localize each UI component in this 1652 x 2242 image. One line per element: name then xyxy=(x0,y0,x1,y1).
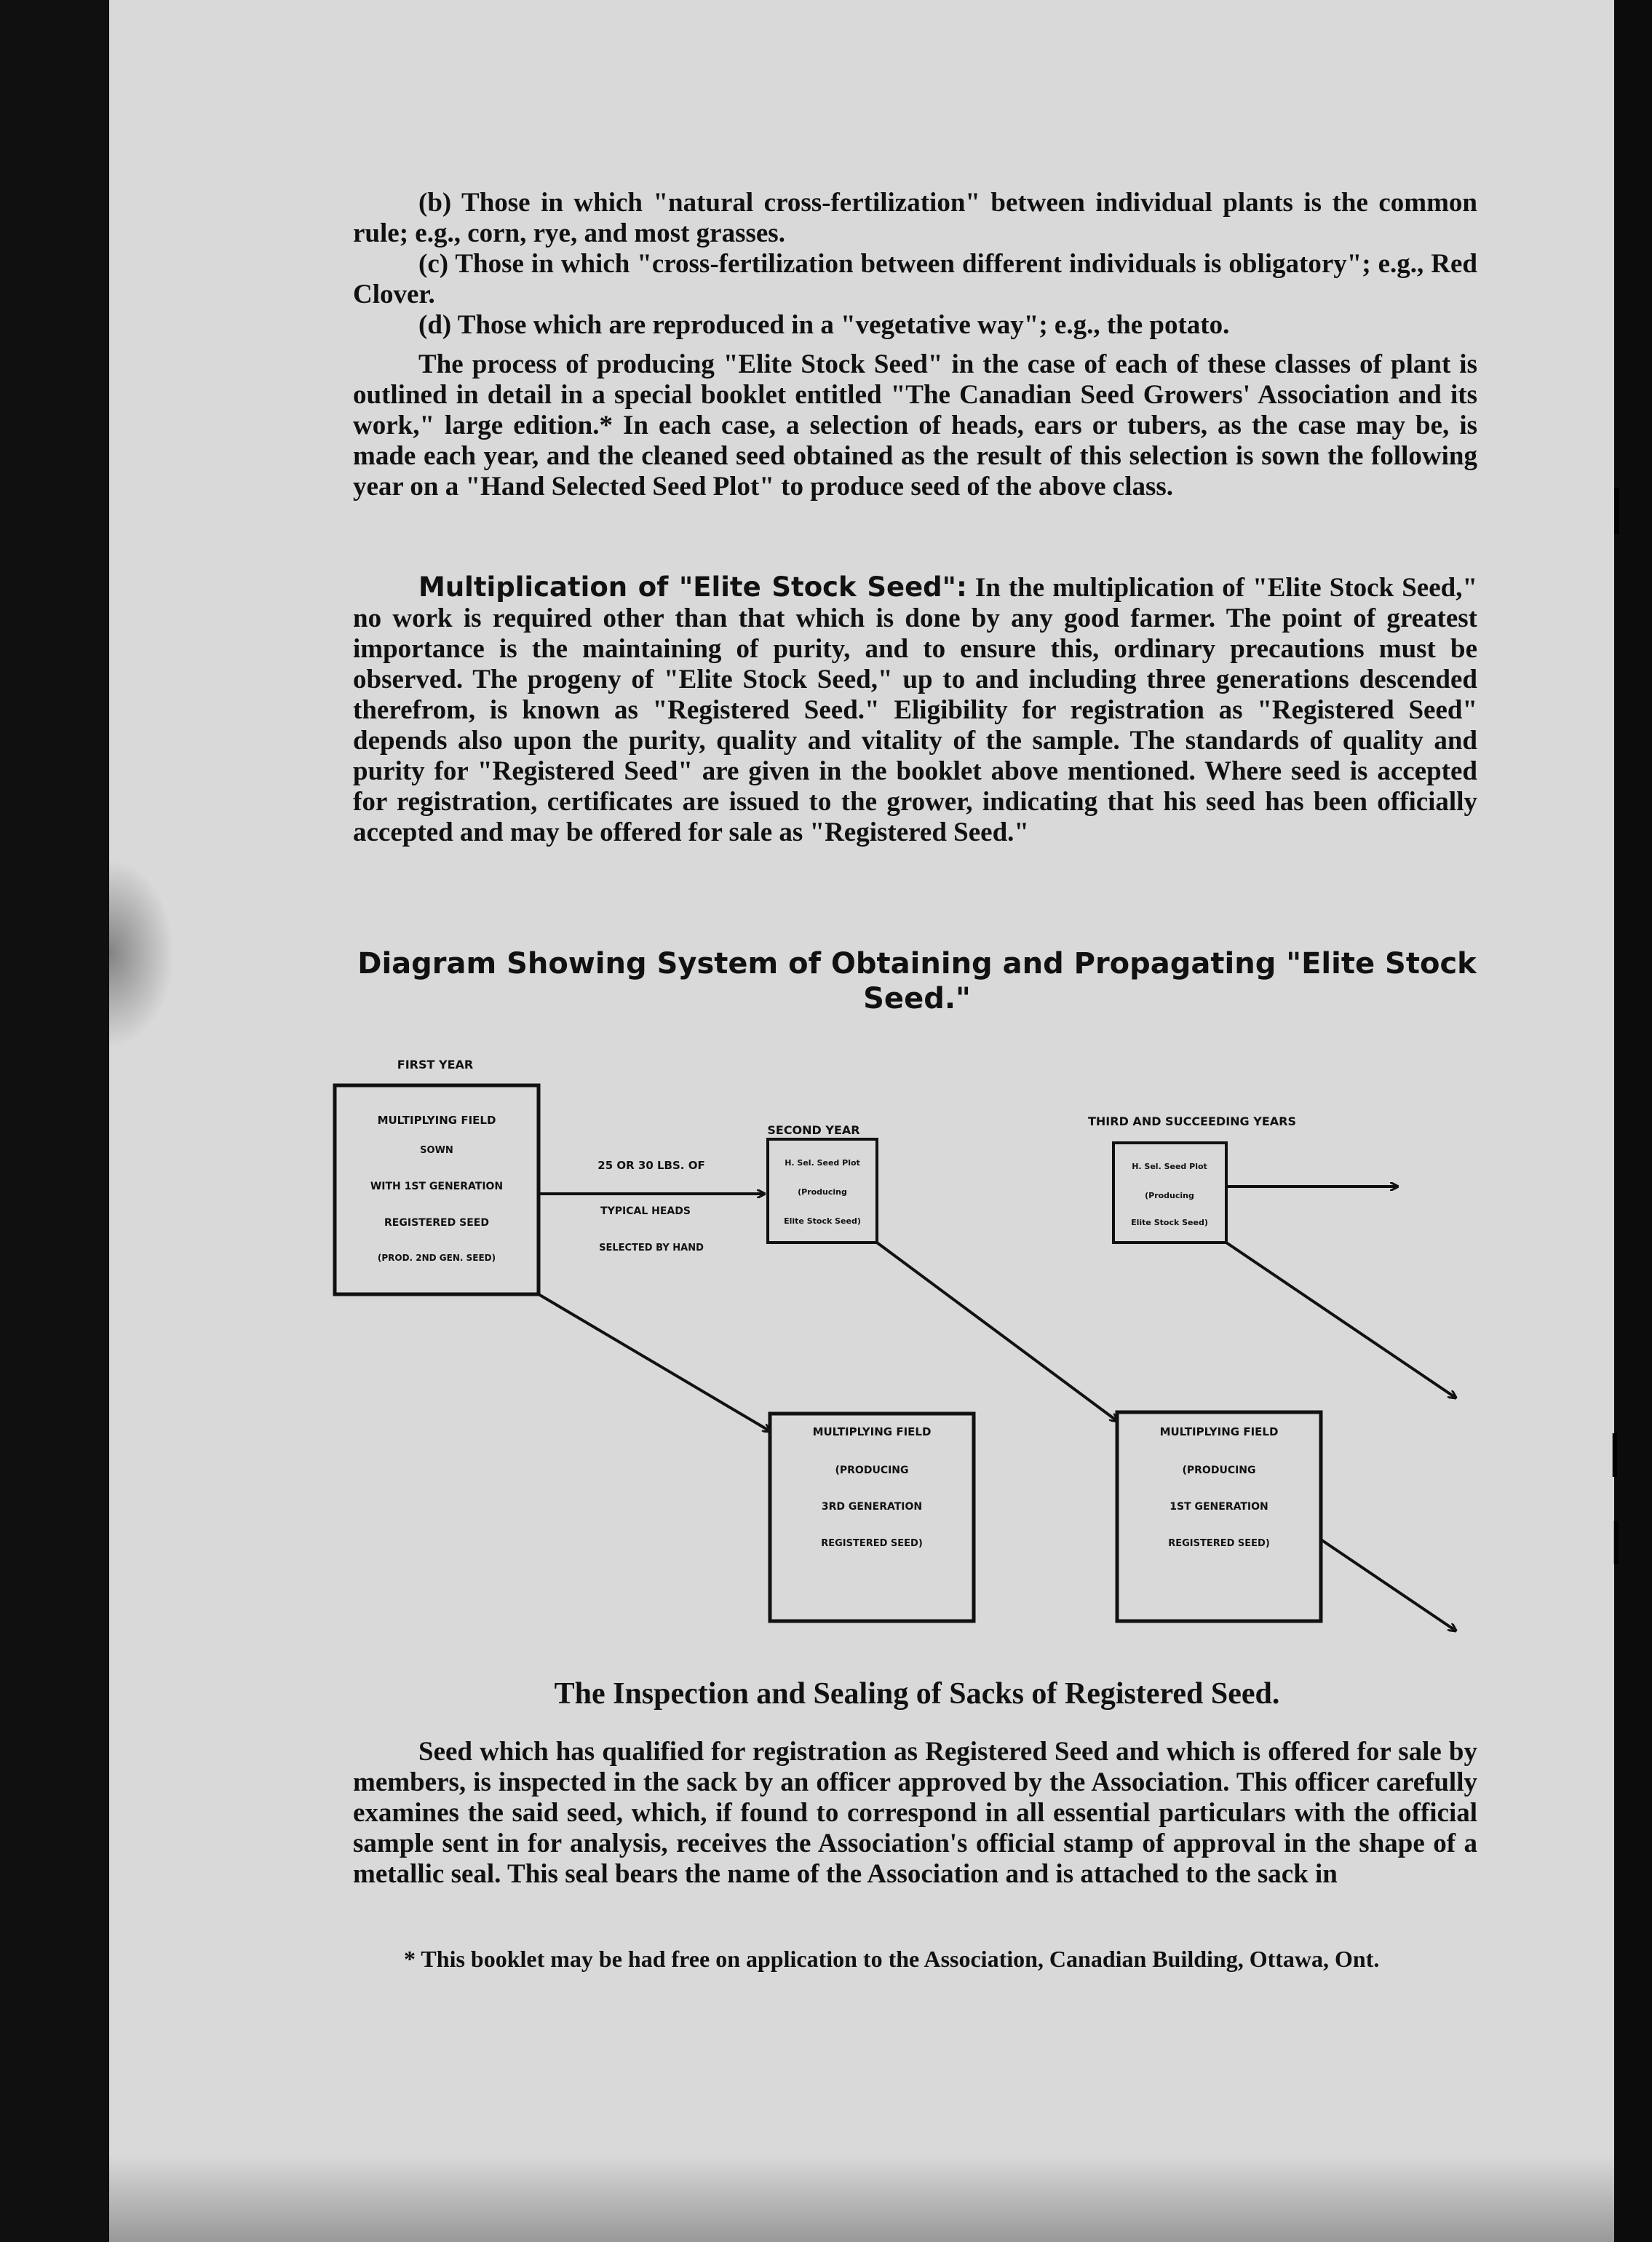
inspection-body: Seed which has qualified for registration as Registered Seed and which is offered for sale by members, is inspected in the sack by an officer approved by the Association. This officer carefully examines the said seed, which, if found to correspond in all essential particulars with the official sample sent in for analysis, receives the Association's official stamp of approval in the shape of a metallic seal. This seal bears the name of the Association and is attached to the sack in xyxy=(353,1737,1477,1889)
box3-line: Elite Stock Seed) xyxy=(1131,1218,1208,1227)
box-multiplying-field-third-gen xyxy=(770,1414,974,1621)
box1-line: REGISTERED SEED xyxy=(384,1217,489,1229)
arrow-label-line: 25 OR 30 LBS. OF xyxy=(597,1159,705,1172)
box5-line: MULTIPLYING FIELD xyxy=(1159,1425,1279,1438)
box4-line: MULTIPLYING FIELD xyxy=(812,1425,932,1438)
paragraph-c: (c) Those in which "cross-fertilization between different individuals is obligatory"; e.g., Red Clover. xyxy=(353,249,1477,309)
box5-line: (PRODUCING xyxy=(1182,1465,1256,1476)
box2-line: Elite Stock Seed) xyxy=(784,1216,861,1226)
margin-mark: | xyxy=(1608,1514,1624,1565)
label-third-year: THIRD AND SUCCEEDING YEARS xyxy=(1088,1114,1296,1128)
arrow-third-diagonal xyxy=(1226,1243,1456,1398)
arrow-second-to-first-gen xyxy=(877,1243,1117,1421)
arrow-label-line: TYPICAL HEADS xyxy=(600,1205,691,1217)
margin-mark: | xyxy=(1607,1427,1623,1478)
box-multiplying-field-first-gen xyxy=(1117,1412,1321,1621)
box4-line: REGISTERED SEED) xyxy=(821,1538,923,1549)
label-first-year: FIRST YEAR xyxy=(397,1058,474,1072)
box5-line: REGISTERED SEED) xyxy=(1168,1538,1270,1549)
box4-line: (PRODUCING xyxy=(835,1465,909,1476)
box2-line: H. Sel. Seed Plot xyxy=(785,1158,860,1168)
diagram-title: Diagram Showing System of Obtaining and Propagating "Elite Stock Seed." xyxy=(357,947,1477,1015)
multiplication-body: In the multiplication of "Elite Stock Seed," no work is required other than that which is done by any good farmer. The point of greatest importance is the maintaining of purity, and to ensure this, ordinary precautions must be observed. The progeny of "Elite Stock Seed," up to and including three generations descended therefrom, is known as "Registered Seed." Eligibility for registration as "Registered Seed" depends also upon the purity, quality and vitality of the sample. The standards of quality and purity for "Registered Seed" are given in the booklet above mentioned. Where seed is accepted for registration, certificates are issued to the grower, indicating that his seed has been officially accepted and may be offered for sale as "Registered Seed." xyxy=(353,573,1477,847)
box3-line: (Producing xyxy=(1145,1191,1194,1200)
arrow-label-line: SELECTED BY HAND xyxy=(599,1243,704,1253)
paragraph-b: (b) Those in which "natural cross-fertilization" between individual plants is the common rule; e.g., corn, rye, and most grasses. xyxy=(353,188,1477,248)
label-second-year: SECOND YEAR xyxy=(767,1123,860,1137)
box5-line: 1ST GENERATION xyxy=(1169,1501,1268,1513)
box2-line: (Producing xyxy=(798,1187,847,1197)
inspection-heading: The Inspection and Sealing of Sacks of Registered Seed. xyxy=(554,1677,1280,1711)
margin-mark: | xyxy=(1608,480,1626,535)
box4-line: 3RD GENERATION xyxy=(821,1501,923,1513)
footnote: * This booklet may be had free on application to the Association, Canadian Building, Ottawa, Ont. xyxy=(404,1946,1380,1972)
paragraph-d: (d) Those which are reproduced in a "vegetative way"; e.g., the potato. xyxy=(418,310,1230,340)
box1-line: MULTIPLYING FIELD xyxy=(377,1114,496,1127)
paragraph-process: The process of producing "Elite Stock Seed" in the case of each of these classes of plant is outlined in detail in a special booklet entitled "The Canadian Seed Growers' Association and its work," large edition.* In each case, a selection of heads, ears or tubers, as the case may be, is made each year, and the cleaned seed obtained as the result of this selection is sown the following year on a "Hand Selected Seed Plot" to produce seed of the above class. xyxy=(353,349,1477,502)
arrow-first-to-third-gen xyxy=(539,1294,770,1431)
box3-line: H. Sel. Seed Plot xyxy=(1132,1162,1207,1171)
arrow-first-gen-onward xyxy=(1321,1540,1456,1631)
box1-line: SOWN xyxy=(420,1145,453,1156)
box1-line: (PROD. 2ND GEN. SEED) xyxy=(377,1253,496,1263)
box1-line: WITH 1ST GENERATION xyxy=(370,1181,504,1192)
multiplication-heading: Multiplication of "Elite Stock Seed": xyxy=(418,571,967,603)
